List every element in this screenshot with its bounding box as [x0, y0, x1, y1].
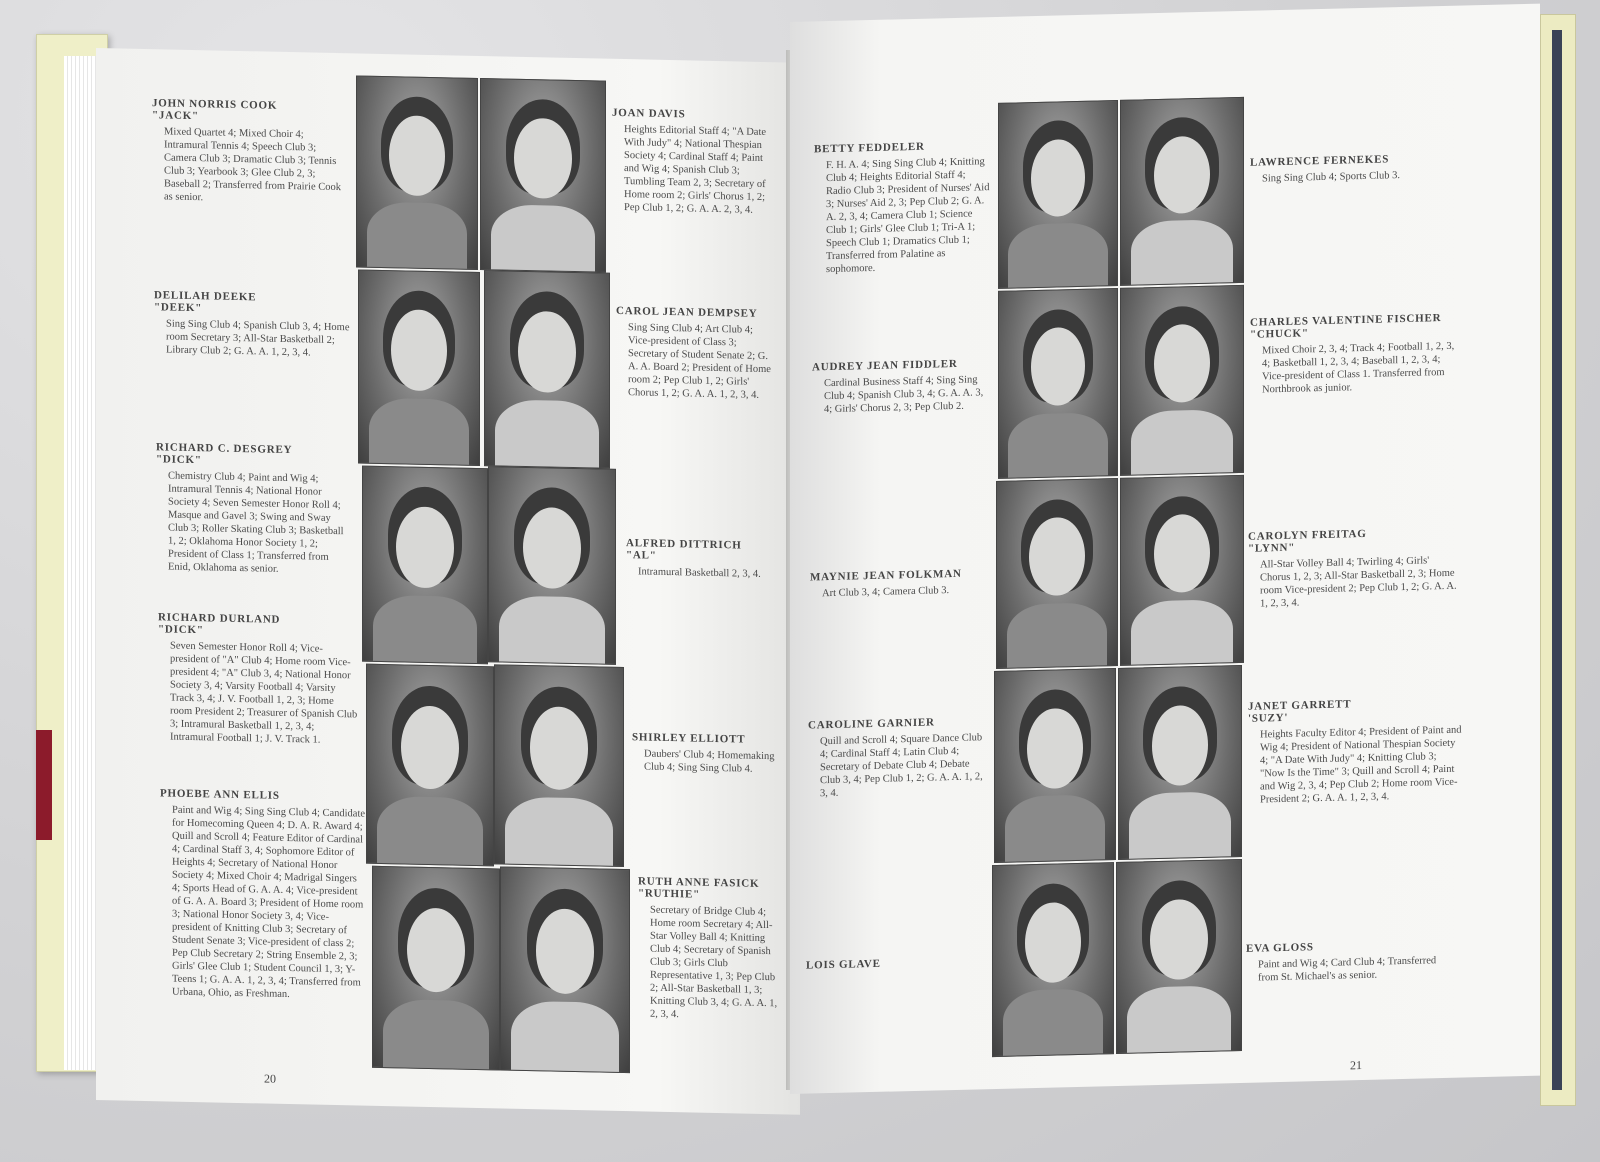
student-activities: Daubers' Club 4; Homemaking Club 4; Sing Sing Club 4. — [644, 748, 775, 775]
student-name: BETTY FEDDELER — [814, 140, 925, 156]
student-activities: All-Star Volley Ball 4; Twirling 4; Girls' Chorus 1, 2, 3; All-Star Basketball 2, 3; Home room Vice-president 2; Pep Club 1, 2; G. A. A. 1, 2, 3, 4. — [1260, 555, 1457, 610]
student-nickname: "CHUCK" — [1250, 327, 1309, 341]
portrait-photo — [362, 466, 488, 665]
student-activities: Heights Faculty Editor 4; President of Paint and Wig 4; President of National Thespian Society 4; "A Date With Judy" 4; Knitting Club 3; "Now Is the Time" 3; Quill and Scroll 4; Paint and Wig 2, 3, 4; Pep Club 2; Home room Vice-President 2; G. A. A. 1, 2, 3, 4. — [1260, 724, 1462, 806]
student-name: ALFRED DITTRICH — [626, 537, 742, 552]
student-entry — [152, 97, 348, 207]
student-name: LAWRENCE FERNEKES — [1250, 153, 1390, 169]
student-name: CHARLES VALENTINE FISCHER — [1250, 312, 1442, 329]
portrait-photo — [994, 668, 1116, 863]
student-name: PHOEBE ANN ELLIS — [160, 787, 280, 802]
student-entry — [1248, 696, 1462, 807]
portrait-photo — [488, 466, 616, 665]
page-number: 21 — [1350, 1058, 1362, 1073]
page-number: 20 — [264, 1071, 276, 1086]
page-edges — [64, 56, 100, 1070]
student-entry — [812, 357, 988, 416]
student-entry — [612, 107, 772, 217]
portrait-photo — [500, 866, 630, 1073]
portrait-photo — [1120, 97, 1244, 286]
student-activities: Cardinal Business Staff 4; Sing Sing Club 4; Spanish Club 3, 4; G. A. A. 3, 4; Girls' Chorus 2, 3; Pep Club 2. — [824, 374, 984, 416]
student-entry — [806, 955, 982, 975]
student-name: JANET GARRETT — [1248, 698, 1352, 713]
right-page — [790, 4, 1540, 1094]
student-activities: Mixed Quartet 4; Mixed Choir 4; Intramural Tennis 4; Speech Club 3; Camera Club 3; Dramatic Club 3; Tennis Club 3; Yearbook 3; Glee Club 2, 3; Baseball 2; Transferred from Prairie Cook as senior. — [164, 126, 342, 204]
book-spine-edge — [1552, 30, 1562, 1090]
portrait-photo — [1118, 665, 1242, 860]
student-name: EVA GLOSS — [1246, 941, 1314, 955]
student-nickname: "AL" — [626, 549, 657, 562]
portrait-photo — [484, 270, 610, 469]
portrait-photo — [494, 664, 624, 867]
student-name: LOIS GLAVE — [806, 957, 881, 972]
student-name: RUTH ANNE FASICK — [638, 875, 760, 890]
portrait-photo — [358, 269, 480, 466]
student-entry — [1246, 938, 1456, 985]
student-entry — [156, 441, 352, 577]
portrait-photo — [1116, 859, 1242, 1054]
student-name: CAROLINE GARNIER — [808, 716, 935, 732]
student-entry — [160, 787, 366, 1002]
student-entry — [808, 715, 984, 800]
student-activities: Chemistry Club 4; Paint and Wig 4; Intramural Tennis 4; National Honor Society 4; Seven Semester Honor Roll 4; Masque and Gavel 3; Swing and Sway Club 3; Roller Skating Club 3; Basketball 1, 2; Oklahoma Honor Society 1, 2; President of Class 1; Transferred from Enid, Oklahoma as senior. — [168, 470, 344, 575]
portrait-photo — [1120, 285, 1244, 476]
student-name: JOAN DAVIS — [612, 106, 686, 121]
student-activities: Sing Sing Club 4; Sports Club 3. — [1262, 170, 1400, 185]
student-activities: F. H. A. 4; Sing Sing Club 4; Knitting Club 4; Heights Editorial Staff 4; Radio Club 3; President of Nurses' Aid 3; Nurses' Aid 2, 3; Pep Club 2; G. A. A. 2, 3, 4; Camera Club 1; Science Club 1; Girls' Glee Club 1; Tri-A 1; Speech Club 1; Dramatics Club 1; Transferred from Palatine as sophomore. — [826, 156, 990, 276]
portrait-photo — [1120, 475, 1244, 666]
student-activities: Quill and Scroll 4; Square Dance Club 4; Cardinal Staff 4; Latin Club 4; Secretary of Debate Club 4; Debate Club 3, 4; Pep Club 1, 2; G. A. A. 1, 2, 3, 4. — [820, 732, 983, 800]
student-entry — [1250, 152, 1460, 186]
student-activities: Sing Sing Club 4; Art Club 4; Vice-president of Class 3; Secretary of Student Senate 2; G. A. A. Board 2; President of Home room 2; Pep Club 1, 2; Girls' Chorus 1, 2; G. A. A. 1, 2, 3, 4. — [628, 322, 771, 401]
student-nickname: 'SUZY' — [1248, 711, 1289, 725]
portrait-photo — [372, 866, 500, 1071]
student-nickname: "JACK" — [152, 109, 199, 123]
student-name: MAYNIE JEAN FOLKMAN — [810, 567, 962, 584]
left-page — [96, 48, 800, 1115]
student-name: CAROLYN FREITAG — [1248, 527, 1367, 543]
student-activities: Intramural Basketball 2, 3, 4. — [638, 566, 761, 580]
student-entry — [1248, 526, 1462, 611]
student-name: SHIRLEY ELLIOTT — [632, 731, 746, 746]
student-nickname: "DICK" — [156, 453, 202, 467]
student-entry — [638, 875, 784, 1023]
student-activities: Mixed Choir 2, 3, 4; Track 4; Football 1, 2, 3, 4; Basketball 1, 2, 3, 4; Baseball 1, 2, 3, 4; Vice-president of Class 1. Transferred from Northbrook as junior. — [1262, 340, 1455, 396]
student-nickname: "DEEK" — [154, 301, 203, 315]
student-activities: Secretary of Bridge Club 4; Home room Secretary 4; All-Star Volley Ball 4; Knitting Club 4; Secretary of Spanish Club 3; Girls Club Representative 1, 3; Pep Club 2; All-Star Basketball 1, 3; Knitting Club 3, 4; G. A. A. 1, 2, 3, 4. — [650, 904, 778, 1021]
student-nickname: "LYNN" — [1248, 541, 1296, 555]
bookmark-ribbon — [36, 730, 52, 840]
portrait-photo — [366, 664, 494, 867]
student-entry — [158, 611, 358, 747]
student-entry — [632, 731, 778, 776]
student-name: CAROL JEAN DEMPSEY — [616, 304, 758, 320]
portrait-photo — [480, 78, 606, 273]
student-activities — [806, 971, 982, 975]
student-entry — [616, 305, 774, 402]
student-name: RICHARD DURLAND — [158, 611, 281, 626]
student-name: AUDREY JEAN FIDDLER — [812, 357, 958, 374]
student-name: RICHARD C. DESGREY — [156, 441, 293, 457]
student-activities: Art Club 3, 4; Camera Club 3. — [822, 585, 950, 600]
portrait-photo — [998, 288, 1118, 479]
student-name: JOHN NORRIS COOK — [152, 97, 278, 112]
student-activities: Paint and Wig 4; Sing Sing Club 4; Candidate for Homecoming Queen 4; D. A. R. Award 4; Quill and Scroll 4; Feature Editor of Cardinal 4; Cardinal Staff 3, 4; Sophomore Editor of Heights 4; Secretary of National Honor Society 4; Mixed Choir 4; Madrigal Singers 4; Sports Head of G. A. A. 4; Vice-president of G. A. A. Board 3; President of Home room 3; National Honor Society 3, 4; Vice-president of Knitting Club 3; Secretary of Student Senate 3; Vice-president of class 2; Pep Club Secretary 2; String Ensemble 2, 3; Girls' Glee Club 1; Student Council 1, 3; Y-Teens 1; G. A. A. 1, 2, 3, 4; Transferred from Urbana, Ohio, as Freshman. — [172, 804, 366, 1001]
student-entry — [154, 289, 350, 360]
student-activities: Heights Editorial Staff 4; "A Date With Judy" 4; National Thespian Society 4; Cardinal Staff 4; Paint and Wig 4; Spanish Club 3; Tumbling Team 2, 3; Secretary of Home room 2; Girls' Chorus 1, 2; Pep Club 1, 2; G. A. A. 2, 3, 4. — [624, 124, 767, 216]
portrait-photo — [356, 75, 478, 270]
student-activities: Sing Sing Club 4; Spanish Club 3, 4; Home room Secretary 3; All-Star Basketball 2; Library Club 2; G. A. A. 1, 2, 3, 4. — [166, 318, 350, 359]
student-entry — [1250, 312, 1464, 397]
portrait-photo — [992, 862, 1114, 1057]
student-activities: Seven Semester Honor Roll 4; Vice-president of "A" Club 4; Home room Vice-president 4; "A" Club 3, 4; National Honor Society 3, 4; Varsity Football 4; Varsity Track 3, 4; J. V. Football 1, 2, 3; Home room President 2; Treasurer of Spanish Club 3; Intramural Basketball 1, 2, 3, 4; Intramural Football 1; J. V. Track 1. — [170, 640, 358, 746]
student-entry — [626, 537, 776, 581]
student-nickname: "DICK" — [158, 623, 204, 637]
student-activities: Paint and Wig 4; Card Club 4; Transferred from St. Michael's as senior. — [1258, 955, 1437, 984]
student-nickname: "RUTHIE" — [638, 887, 701, 901]
portrait-photo — [996, 478, 1118, 669]
student-entry — [810, 567, 986, 600]
portrait-photo — [998, 100, 1118, 289]
student-name: DELILAH DEEKE — [154, 289, 257, 304]
student-entry — [814, 139, 990, 276]
